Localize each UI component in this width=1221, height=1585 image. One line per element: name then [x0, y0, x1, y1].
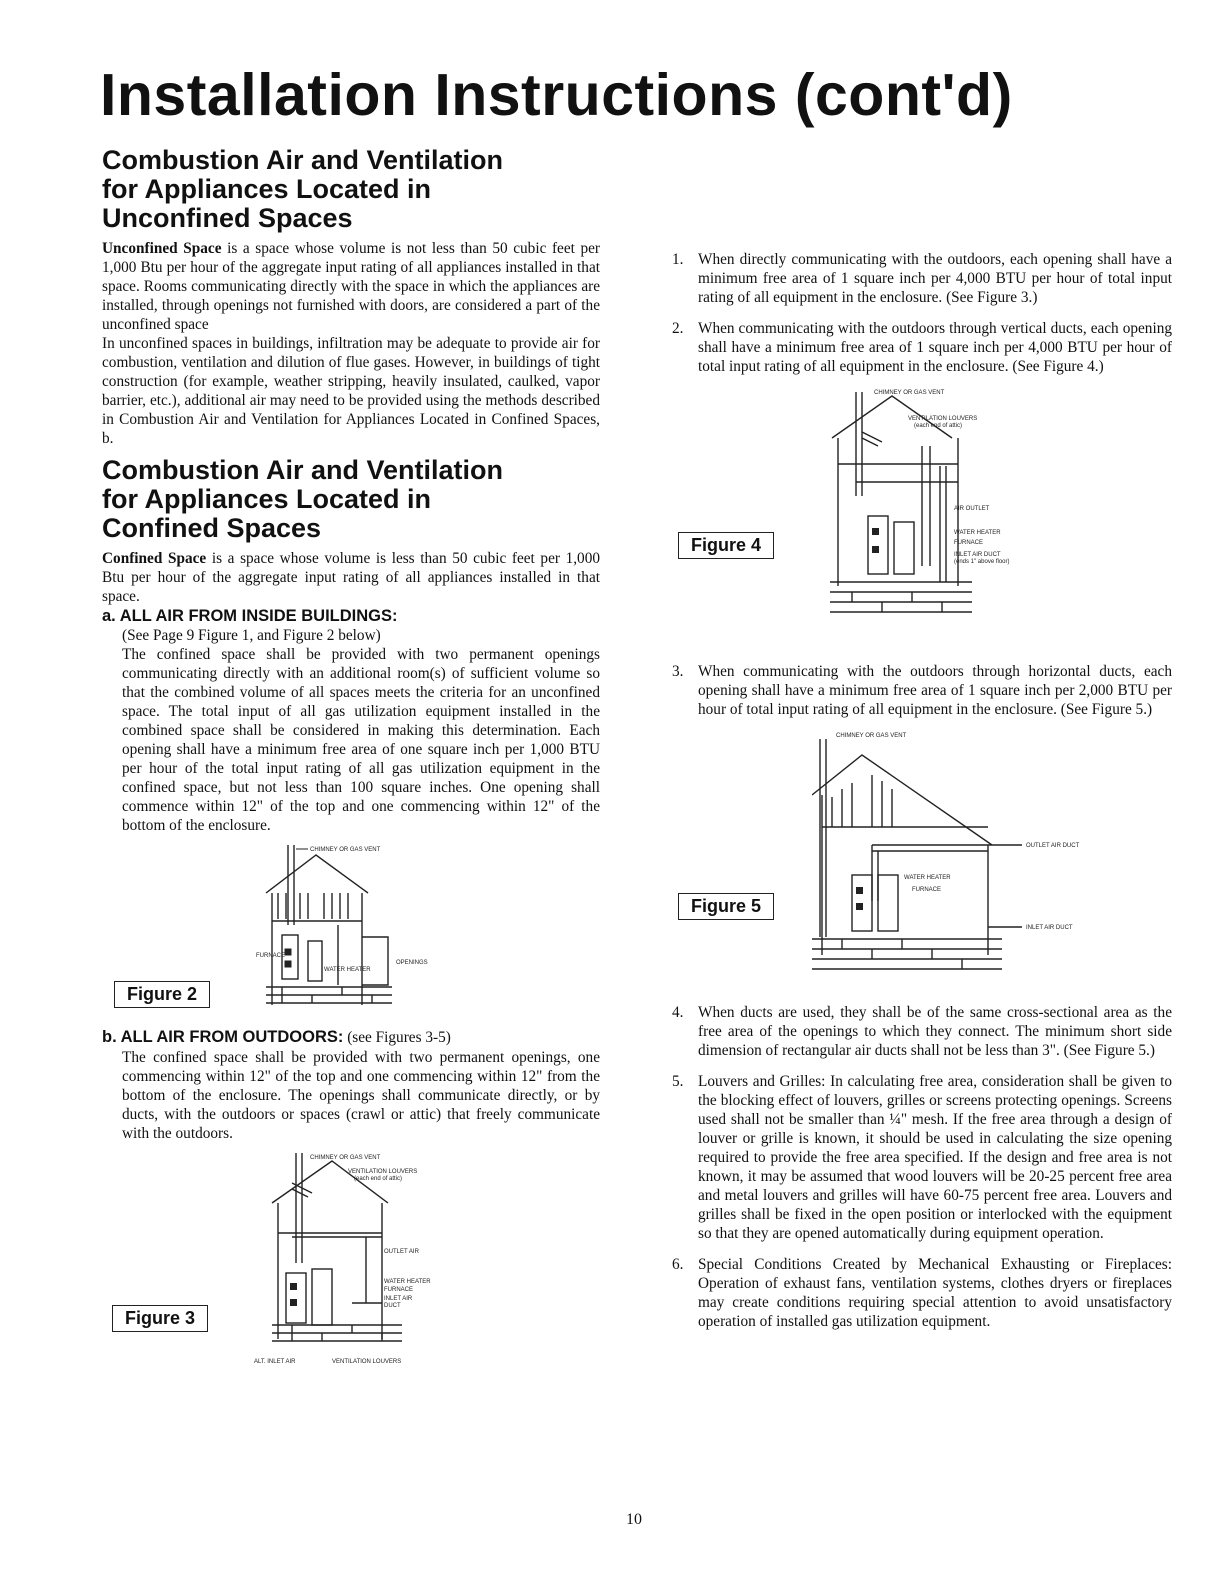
unconfined-paragraph-1: Unconfined Space is a space whose volume is not less than 50 cubic feet per 1,000 Btu per hour of the aggregate input rating of all appliances installed in that space. Rooms communicating directly with the space in which the appliances are installed, through openings not furnished with doors, are considered a part of the unconfined space: [102, 240, 600, 333]
page-number: 10: [626, 1511, 642, 1528]
list-item: 5. Louvers and Grilles: In calculating free area, consideration shall be given to the blocking effect of louvers, grilles or screens protecting openings. Screens used shall not be smaller than ¼" mesh. If the free area through a design of louver or grille is known, it should be used in calculating the size opening required to provide the free area specified. If the design and free area is not known, it may be assumed that wood louvers will be 20-25 percent free area and metal louvers and grilles will have 60-75 percent free area. Louvers and grilles shall be fixed in the open position or interlocked with the equipment so that they are opened automatically during equipment operation.: [672, 1073, 1172, 1242]
figure-3-label: Figure 3: [112, 1305, 208, 1332]
figure-5-furnace-label: FURNACE: [912, 887, 942, 893]
figure-4-diagram: [822, 386, 1082, 656]
figure-4-water-heater-label: WATER HEATER: [954, 530, 1001, 536]
list-item: 3. When communicating with the outdoors through horizontal ducts, each opening shall have a minimum free area of 1 square inch per 2,000 BTU per hour of total input rating of all equipment in the enclosure. (See Figure 5.): [672, 663, 1172, 718]
figure-4-furnace-label: FURNACE: [954, 540, 984, 546]
figure-4: [672, 386, 1172, 656]
confined-paragraph: Confined Space is a space whose volume is less than 50 cubic feet per 1,000 Btu per hour of the aggregate input rating of all appliances installed in that space.: [102, 550, 600, 605]
figure-5-diagram: [812, 727, 1172, 997]
figure-5-outlet-label: OUTLET AIR DUCT: [1026, 843, 1080, 849]
figure-2-diagram: [252, 845, 452, 1015]
figure-5-inlet-label: INLET AIR DUCT: [1026, 925, 1073, 931]
section-a-note: (See Page 9 Figure 1, and Figure 2 below): [122, 627, 381, 644]
requirements-list-2: [672, 662, 1172, 719]
figure-4-inlet-sub-label: (ends 1" above floor): [954, 559, 1010, 565]
figure-3: [102, 1149, 600, 1369]
figure-2-openings-label: OPENINGS: [396, 960, 428, 966]
figure-4-louvers-sub-label: (each end of attic): [914, 423, 963, 429]
figure-4-label: Figure 4: [678, 532, 774, 559]
figure-3-diagram: [252, 1153, 492, 1373]
figure-4-outlet-label: AIR OUTLET: [954, 506, 990, 512]
figure-3-chimney-label: CHIMNEY OR GAS VENT: [310, 1155, 381, 1161]
requirements-list: [672, 250, 1172, 376]
figure-4-chimney-label: CHIMNEY OR GAS VENT: [874, 390, 945, 396]
list-item: 1. When directly communicating with the outdoors, each opening shall have a minimum free area of 1 square inch per 4,000 BTU per hour of total input rating of all equipment in the enclosure. (See Figure 3.): [672, 251, 1172, 306]
section-a-title: a. ALL AIR FROM INSIDE BUILDINGS:: [102, 607, 398, 625]
figure-3-furnace-label: FURNACE: [384, 1287, 414, 1293]
confined-heading: Combustion Air and Ventilation for Appliances Located in Confined Spaces: [102, 455, 504, 543]
figure-3-louvers-label: VENTILATION LOUVERS: [348, 1169, 418, 1175]
list-item: 4. When ducts are used, they shall be of the same cross-sectional area as the free area of the openings to which they connect. The minimum short side dimension of rectangular air ducts shall not be less than 3". (See Figure 5.): [672, 1004, 1172, 1059]
figure-3-vent-louvers-label: VENTILATION LOUVERS: [332, 1359, 402, 1365]
list-item: 2. When communicating with the outdoors through vertical ducts, each opening shall have a minimum free area of 1 square inch per 4,000 BTU per hour of total input rating of all equipment in the enclosure. (See Figure 4.): [672, 320, 1172, 375]
unconfined-paragraph-2: In unconfined spaces in buildings, infiltration may be adequate to provide air for combustion, ventilation and dilution of flue gases. However, in buildings of tight construction (for example, weather stripping, heavily insulated, caulked, vapor barrier, etc.), additional air may need to be provided using the methods described in Combustion Air and Ventilation for Appliances Located in Confined Spaces, b.: [102, 335, 600, 447]
figure-2: [102, 841, 600, 1021]
figure-5-label: Figure 5: [678, 893, 774, 920]
left-column: [102, 146, 600, 1375]
section-b-text: The confined space shall be provided with two permanent openings, one commencing within 12" of the top and one commencing within 12" from the bottom of the enclosure. The openings shall communicate directly, or by ducts, with the outdoors or spaces (crawl or attic) that freely communicate with the outdoors.: [122, 1049, 600, 1142]
section-a-text: The confined space shall be provided with two permanent openings communicating directly with an additional room(s) of sufficient volume so that the combined volume of all spaces meets the criteria for an unconfined space. The total input of all gas utilization equipment installed in the combined space shall be considered in making this determination. Each opening shall have a minimum free area of one square inch per 1,000 BTU per hour of the total input rating of all gas utilization equipment in the confined space, but not less than 100 square inches. One opening shall commence within 12" of the top and one commencing within 12" of the bottom of the enclosure.: [122, 646, 600, 834]
figure-3-outlet-label: OUTLET AIR: [384, 1249, 419, 1255]
requirements-list-3: [672, 1003, 1172, 1331]
figure-4-inlet-label: INLET AIR DUCT: [954, 552, 1001, 558]
figure-5: [672, 727, 1172, 997]
figure-2-water-heater-label: WATER HEATER: [324, 967, 371, 973]
figure-2-label: Figure 2: [114, 981, 210, 1008]
figure-3-louvers-sub-label: (each end of attic): [354, 1176, 403, 1182]
figure-3-alt-inlet-label: ALT. INLET AIR: [254, 1359, 296, 1365]
list-item: 6. Special Conditions Created by Mechanical Exhausting or Fireplaces: Operation of exhaust fans, ventilation systems, clothes dryers or fireplaces may create conditions requiring special attention to avoid unsatisfactory operation of installed gas utilization equipment.: [672, 1256, 1172, 1330]
figure-3-duct-label: DUCT: [384, 1303, 401, 1309]
figure-3-inlet-label: INLET AIR: [384, 1296, 413, 1302]
section-b-title: b. ALL AIR FROM OUTDOORS: (see Figures 3-5): [102, 1028, 451, 1046]
figure-2-furnace-label: FURNACE: [256, 953, 286, 959]
figure-3-water-heater-label: WATER HEATER: [384, 1279, 431, 1285]
page-title: Installation Instructions (cont'd): [100, 62, 1013, 128]
figure-4-louvers-label: VENTILATION LOUVERS: [908, 416, 978, 422]
figure-5-chimney-label: CHIMNEY OR GAS VENT: [836, 733, 907, 739]
right-column: [672, 250, 1172, 1343]
figure-5-water-heater-label: WATER HEATER: [904, 875, 951, 881]
figure-2-chimney-label: CHIMNEY OR GAS VENT: [310, 847, 381, 853]
unconfined-heading: Combustion Air and Ventilation for Appliances Located in Unconfined Spaces: [102, 145, 504, 233]
